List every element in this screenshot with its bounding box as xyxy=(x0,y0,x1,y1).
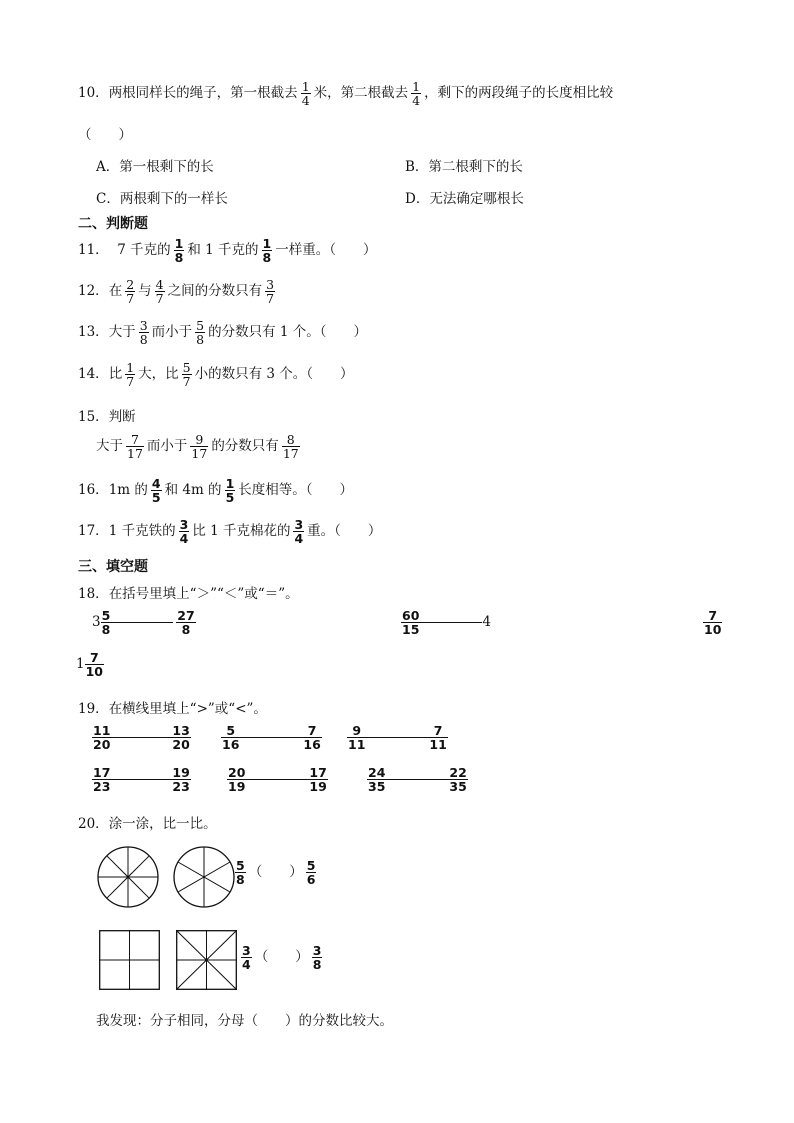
fraction: $\frac{1}{8}$ xyxy=(262,236,272,266)
q15-title: 15．判断 xyxy=(78,409,136,425)
q19-compare-4 xyxy=(89,766,194,793)
fraction: $\frac{5}{16}$ xyxy=(222,723,240,753)
q20-title: 20．涂一涂，比一比。 xyxy=(78,816,217,832)
fraction: $\frac{1}{5}$ xyxy=(225,476,235,506)
fraction: $\frac{9}{11}$ xyxy=(348,723,366,753)
fraction: $\frac{7}{10}$ xyxy=(704,608,722,638)
mixed-whole: 3 xyxy=(92,614,101,631)
question-number: 14． xyxy=(78,366,109,383)
q10-text-1: 两根同样长的绳子，第一根截去 xyxy=(108,85,298,102)
question-number: 19． xyxy=(78,701,109,717)
q17: 17．1 千克铁的 $\frac{3}{4}$ 比 1 千克棉花的 $\frac{3}{4}$ 重。（ ） xyxy=(78,517,382,547)
fraction: $\frac{9}{17}$ xyxy=(191,432,208,462)
answer-blank[interactable] xyxy=(111,622,173,623)
q19-compare-1 xyxy=(89,724,194,751)
fraction: $\frac{11}{20}$ xyxy=(93,723,111,753)
question-number: 11． xyxy=(78,242,109,259)
question-number: 17． xyxy=(78,523,109,540)
q11: 11． 7 千克的 $\frac{1}{8}$ 和 1 千克的 $\frac{1}{8}$ 一样重。（ ） xyxy=(78,236,377,266)
fraction: $\frac{1}{4}$ xyxy=(412,79,421,109)
fraction: $\frac{5}{8}$ xyxy=(101,608,111,638)
fraction: $\frac{22}{35}$ xyxy=(449,765,467,795)
fraction: $\frac{4}{7}$ xyxy=(155,277,164,307)
q10-text-3: ，剩下的两段绳子的长度相比较 xyxy=(424,85,614,102)
option-b[interactable]: B．第二根剩下的长 xyxy=(405,159,523,175)
answer-blank[interactable] xyxy=(420,622,482,623)
fraction: $\frac{7}{10}$ xyxy=(85,650,103,680)
fraction: $\frac{7}{16}$ xyxy=(303,723,321,753)
q19-compare-6 xyxy=(364,766,471,793)
fraction: $\frac{17}{19}$ xyxy=(309,765,327,795)
q18-item-3-right xyxy=(76,651,107,678)
answer-paren[interactable]: （ ） xyxy=(248,864,303,881)
fraction: $\frac{3}{8}$ xyxy=(312,943,322,973)
square-eighths-icon[interactable] xyxy=(176,930,237,990)
q20-compare-2 xyxy=(238,944,325,971)
option-a[interactable]: A．第一根剩下的长 xyxy=(96,159,214,175)
answer-blank[interactable] xyxy=(366,737,428,738)
answer-paren[interactable]: （ ） xyxy=(254,949,309,966)
fraction: $\frac{1}{4}$ xyxy=(301,79,310,109)
q18-item-1 xyxy=(92,609,199,636)
fraction: $\frac{5}{6}$ xyxy=(306,858,316,888)
fraction: $\frac{19}{23}$ xyxy=(172,765,190,795)
fraction: $\frac{2}{7}$ xyxy=(126,277,135,307)
fraction: $\frac{1}{8}$ xyxy=(174,236,184,266)
answer-blank[interactable] xyxy=(111,737,171,738)
q10-text-2: 米，第二根截去 xyxy=(313,85,409,102)
fraction: $\frac{3}{4}$ xyxy=(294,517,304,547)
q19-compare-2 xyxy=(218,724,325,751)
fraction: $\frac{5}{8}$ xyxy=(196,318,205,348)
section-title-fill-in: 三、填空题 xyxy=(78,559,148,575)
answer-blank[interactable] xyxy=(240,737,302,738)
fraction: $\frac{5}{8}$ xyxy=(236,858,245,888)
mixed-whole: 1 xyxy=(76,656,85,673)
q10-stem xyxy=(78,80,613,107)
fraction: $\frac{3}{8}$ xyxy=(139,318,148,348)
q20-compare-1 xyxy=(232,859,319,886)
fraction: $\frac{3}{4}$ xyxy=(242,943,251,973)
q14: 14．比 $\frac{1}{7}$ 大，比 $\frac{5}{7}$ 小的数只有 3 个。（ ） xyxy=(78,360,354,390)
question-number: 12． xyxy=(78,283,109,300)
q18-item-3-left xyxy=(700,609,725,636)
option-c[interactable]: C．两根剩下的一样长 xyxy=(96,191,228,207)
answer-paren[interactable]: （ ） xyxy=(78,127,132,143)
q18-item-2: $\frac{60}{15}$ 4 xyxy=(402,608,491,638)
q13: 13．大于 $\frac{3}{8}$ 而小于 $\frac{5}{8}$ 的分数只有 1 个。（ ） xyxy=(78,318,368,348)
fraction: $\frac{13}{20}$ xyxy=(172,723,190,753)
answer-blank[interactable] xyxy=(246,779,308,780)
option-d[interactable]: D．无法确定哪根长 xyxy=(405,191,524,207)
q12: 12．在 $\frac{2}{7}$ 与 $\frac{4}{7}$ 之间的分数只有 $\frac{3}{7}$ xyxy=(78,277,275,307)
question-number: 16． xyxy=(78,482,109,499)
fraction: $\frac{3}{7}$ xyxy=(266,277,275,307)
circle-sixths-icon[interactable] xyxy=(172,845,236,909)
fraction: $\frac{7}{11}$ xyxy=(429,723,447,753)
fraction: $\frac{8}{17}$ xyxy=(282,432,299,462)
question-number: 13． xyxy=(78,324,109,341)
fraction: $\frac{60}{15}$ xyxy=(402,608,420,638)
question-number: 20． xyxy=(78,816,109,832)
q19-compare-3 xyxy=(344,724,451,751)
question-number: 15． xyxy=(78,409,109,425)
fraction: $\frac{27}{8}$ xyxy=(177,608,195,638)
question-number: 18． xyxy=(78,586,109,602)
fraction: $\frac{17}{23}$ xyxy=(93,765,111,795)
fraction: $\frac{20}{19}$ xyxy=(228,765,246,795)
section-title-judgement: 二、判断题 xyxy=(78,216,148,232)
q18-title: 18．在括号里填上“＞”“＜”或“＝”。 xyxy=(78,586,299,602)
q19-compare-5 xyxy=(224,766,331,793)
square-quarters-icon[interactable] xyxy=(99,930,160,990)
q20-finding[interactable]: 我发现：分子相同，分母（ ）的分数比较大。 xyxy=(96,1013,393,1029)
q15-body: 大于 $\frac{7}{17}$ 而小于 $\frac{9}{17}$ 的分数只有 $\frac{8}{17}$ xyxy=(96,432,299,462)
fraction: $\frac{7}{17}$ xyxy=(127,432,143,462)
fraction: $\frac{1}{7}$ xyxy=(126,360,135,390)
fraction: $\frac{4}{5}$ xyxy=(151,476,161,506)
answer-blank[interactable] xyxy=(386,779,448,780)
question-number: 10． xyxy=(78,85,109,102)
q19-title: 19．在横线里填上“>”或“<”。 xyxy=(78,701,267,717)
answer-blank[interactable] xyxy=(111,779,171,780)
fraction: $\frac{24}{35}$ xyxy=(368,765,386,795)
q16: 16．1m 的 $\frac{4}{5}$ 和 4m 的 $\frac{1}{5}$ 长度相等。（ ） xyxy=(78,476,354,506)
circle-eighths-icon[interactable] xyxy=(96,845,160,909)
fraction: $\frac{3}{4}$ xyxy=(179,517,189,547)
fraction: $\frac{5}{7}$ xyxy=(182,360,191,390)
